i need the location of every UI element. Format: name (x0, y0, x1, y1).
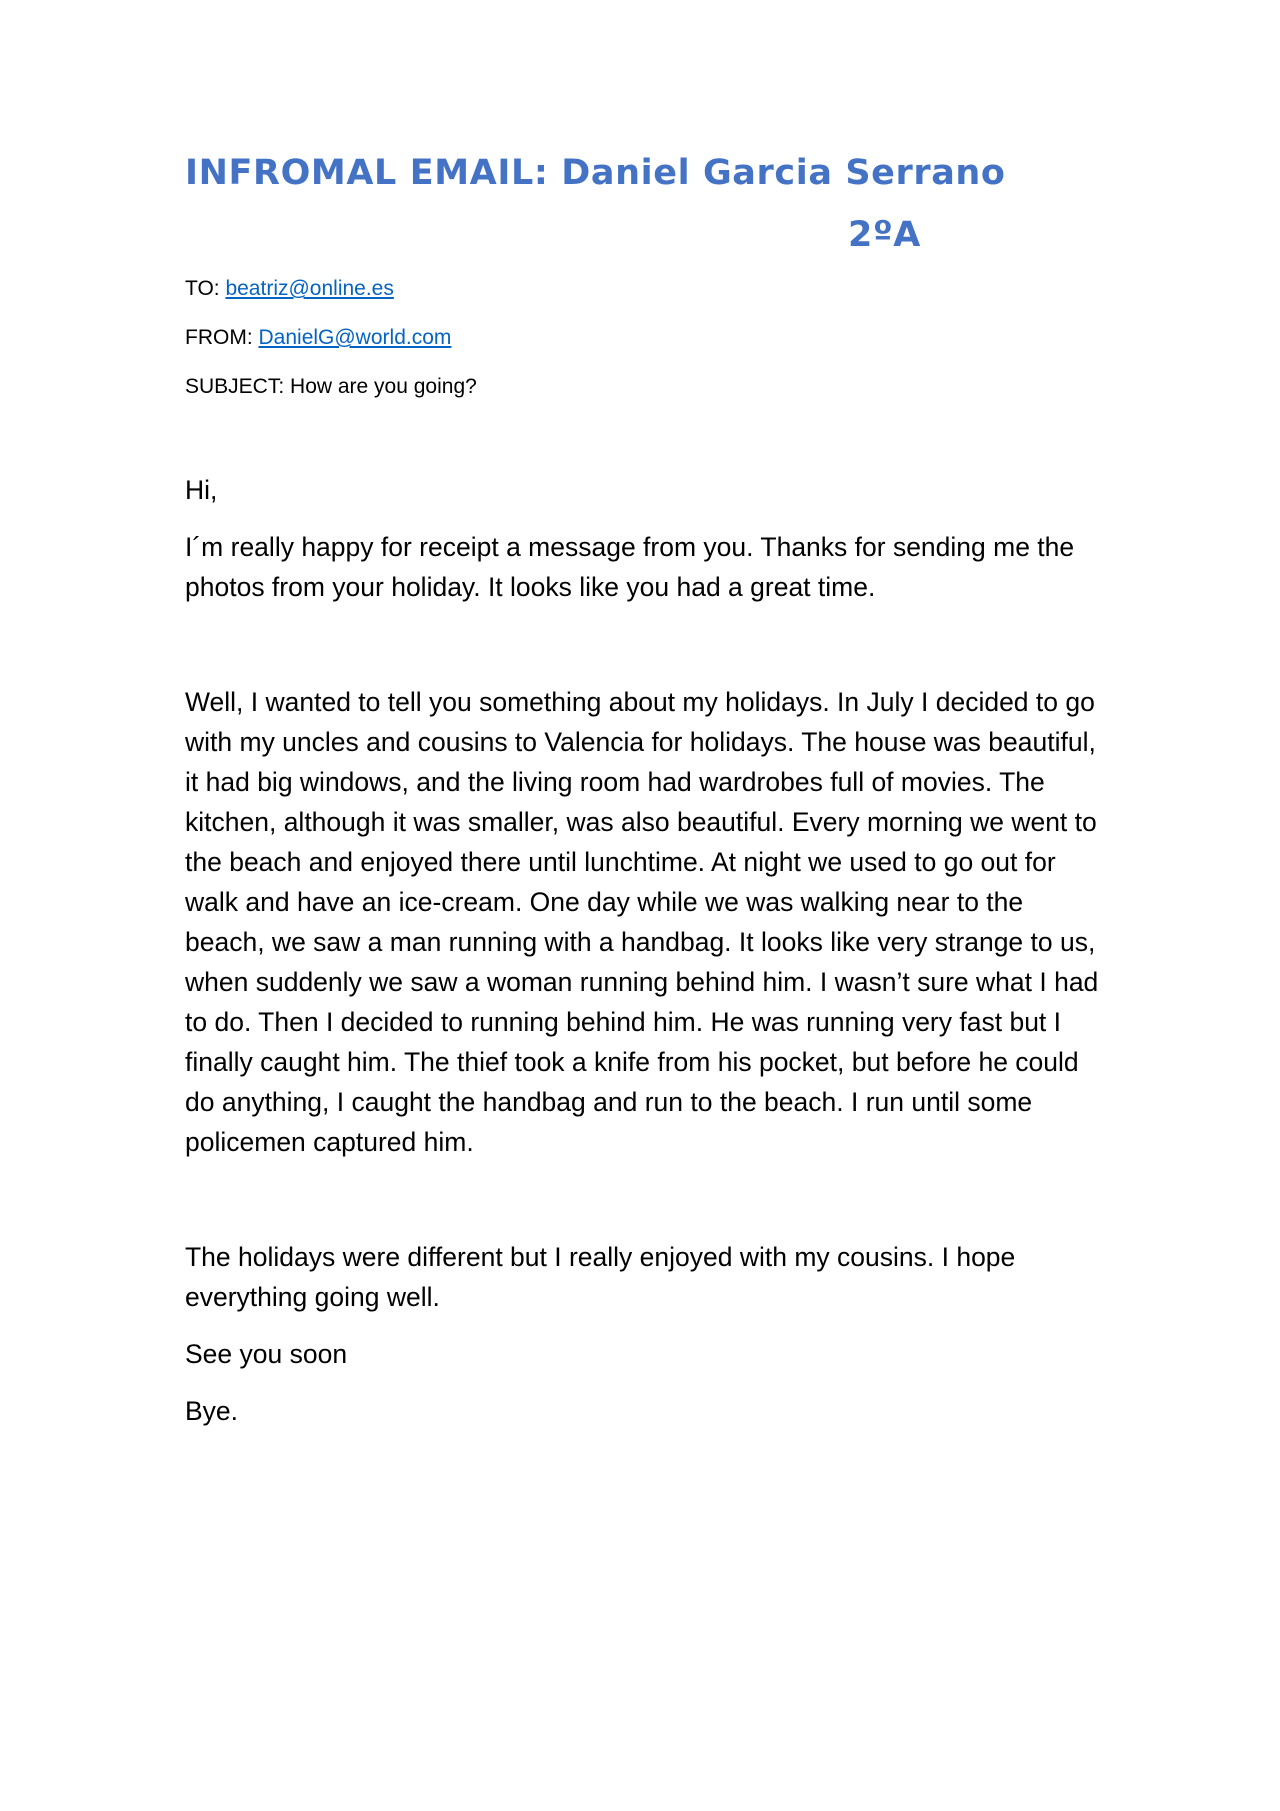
to-label: TO: (185, 277, 226, 300)
to-address-link[interactable]: beatriz@online.es (225, 277, 394, 300)
to-line (185, 275, 394, 303)
class-label: 2ºA (848, 215, 921, 255)
from-label: FROM: (185, 326, 259, 349)
paragraph-3: The holidays were different but I really enjoyed with my cousins. I hope everything going well. (185, 1242, 1016, 1312)
paragraph-1: I´m really happy for receipt a message from you. Thanks for sending me the photos from your holiday. It looks like you had a great time. (185, 532, 1075, 602)
subject-line (185, 373, 477, 401)
closing-see-you-soon: See you soon (185, 1339, 348, 1369)
from-line (185, 324, 451, 352)
subject-text: How are you going? (290, 375, 477, 398)
subject-label: SUBJECT: (185, 375, 291, 398)
from-address-link[interactable]: DanielG@world.com (258, 326, 452, 349)
greeting: Hi, (185, 475, 218, 505)
closing-bye: Bye. (185, 1396, 239, 1426)
paragraph-2: Well, I wanted to tell you something about my holidays. In July I decided to go with my uncles and cousins to Valencia for holidays. The house was beautiful, it had big windows, and the living room had wardrobes full of movies. The kitchen, although it was smaller, was also beautiful. Every morning we went to the beach and enjoyed there until lunchtime. At night we used to go out for walk and have an ice-cream. One day while we was walking near to the beach, we saw a man running with a handbag. It looks like very strange to us, when suddenly we saw a woman running behind him. I wasn’t sure what I had to do. Then I decided to running behind him. He was running very fast but I finally caught him. The thief took a knife from his pocket, but before he could do anything, I caught the handbag and run to the beach. I run until some policemen captured him. (185, 687, 1099, 1157)
document-title: INFROMAL EMAIL: Daniel Garcia Serrano (185, 153, 1006, 193)
